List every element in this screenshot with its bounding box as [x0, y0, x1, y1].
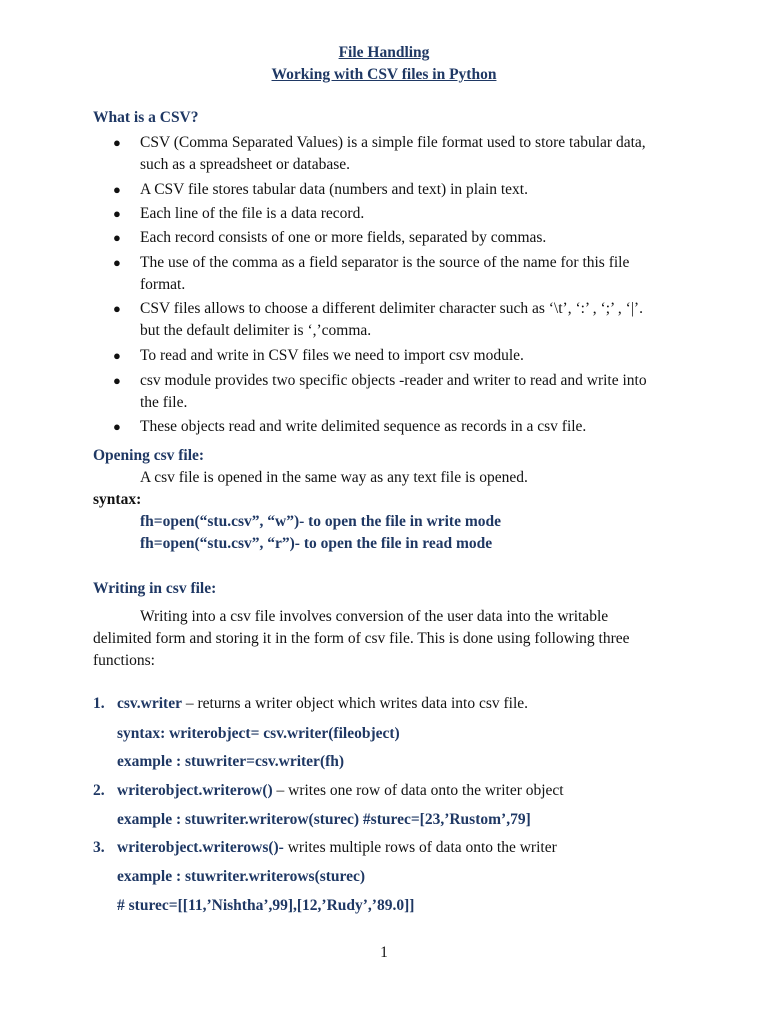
- bullet-text: To read and write in CSV files we need to import csv module.: [140, 347, 524, 364]
- function-desc: – returns a writer object which writes data into csv file.: [181, 695, 529, 712]
- bullet-dot: ●: [113, 182, 121, 197]
- section-heading-opening: Opening csv file:: [93, 447, 205, 464]
- bullet-text-cont: format.: [140, 276, 186, 293]
- function-example: example : stuwriter.writerow(sturec) #sturec=[23,’Rustom’,79]: [117, 811, 531, 828]
- open-read-line: fh=open(“stu.csv”, “r”)- to open the file in read mode: [140, 535, 493, 552]
- function-example: example : stuwriter.writerows(sturec): [117, 868, 366, 885]
- writing-para-line: Writing into a csv file involves conversion of the user data into the writable: [140, 608, 609, 625]
- bullet-dot: ●: [113, 135, 121, 150]
- bullet-text-cont: but the default delimiter is ‘,’comma.: [140, 322, 372, 339]
- item-number: 3.: [93, 839, 105, 856]
- doc-title: File Handling: [338, 44, 430, 61]
- function-name: writerobject.writerow(): [117, 782, 273, 799]
- page-number: 1: [380, 944, 388, 961]
- bullet-text: A CSV file stores tabular data (numbers and text) in plain text.: [140, 181, 528, 198]
- bullet-text: The use of the comma as a field separator is the source of the name for this file: [140, 254, 630, 271]
- item-number: 1.: [93, 695, 105, 712]
- bullet-text-cont: such as a spreadsheet or database.: [140, 156, 351, 173]
- bullet-dot: ●: [113, 419, 121, 434]
- writing-para-line: functions:: [93, 652, 155, 669]
- open-write-line: fh=open(“stu.csv”, “w”)- to open the file in write mode: [140, 513, 501, 530]
- item-number: 2.: [93, 782, 105, 799]
- bullet-dot: ●: [113, 301, 121, 316]
- bullet-dot: ●: [113, 348, 121, 363]
- bullet-text: csv module provides two specific objects -reader and writer to read and write into: [140, 372, 647, 389]
- bullet-text: CSV (Comma Separated Values) is a simple file format used to store tabular data,: [140, 134, 646, 151]
- section-heading-writing: Writing in csv file:: [93, 580, 217, 597]
- section-heading-what: What is a CSV?: [93, 109, 199, 126]
- bullet-dot: ●: [113, 206, 121, 221]
- writing-para-line: delimited form and storing it in the form of csv file. This is done using following three: [93, 630, 630, 647]
- function-item: [117, 838, 557, 858]
- function-example-comment: # sturec=[[11,’Nishtha’,99],[12,’Rudy’,’89.0]]: [117, 897, 415, 914]
- bullet-text: Each line of the file is a data record.: [140, 205, 365, 222]
- bullet-text-cont: the file.: [140, 394, 188, 411]
- opening-text: A csv file is opened in the same way as any text file is opened.: [140, 469, 528, 486]
- bullet-dot: ●: [113, 255, 121, 270]
- function-name: csv.writer: [117, 695, 182, 712]
- function-example: example : stuwriter=csv.writer(fh): [117, 753, 345, 770]
- doc-subtitle: Working with CSV files in Python: [271, 66, 497, 83]
- bullet-dot: ●: [113, 373, 121, 388]
- syntax-label: syntax:: [93, 491, 142, 508]
- bullet-dot: ●: [113, 230, 121, 245]
- bullet-text: CSV files allows to choose a different delimiter character such as ‘\t’, ‘:’ , ‘;’ , ‘|’.: [140, 300, 643, 317]
- function-item: [117, 694, 528, 714]
- bullet-text: Each record consists of one or more fields, separated by commas.: [140, 229, 547, 246]
- function-desc: – writes one row of data onto the writer object: [272, 782, 564, 799]
- function-syntax: syntax: writerobject= csv.writer(fileobject): [117, 725, 400, 742]
- function-name: writerobject.writerows()-: [117, 839, 284, 856]
- function-item: [117, 781, 564, 801]
- bullet-text: These objects read and write delimited sequence as records in a csv file.: [140, 418, 587, 435]
- function-desc: writes multiple rows of data onto the writer: [283, 839, 557, 856]
